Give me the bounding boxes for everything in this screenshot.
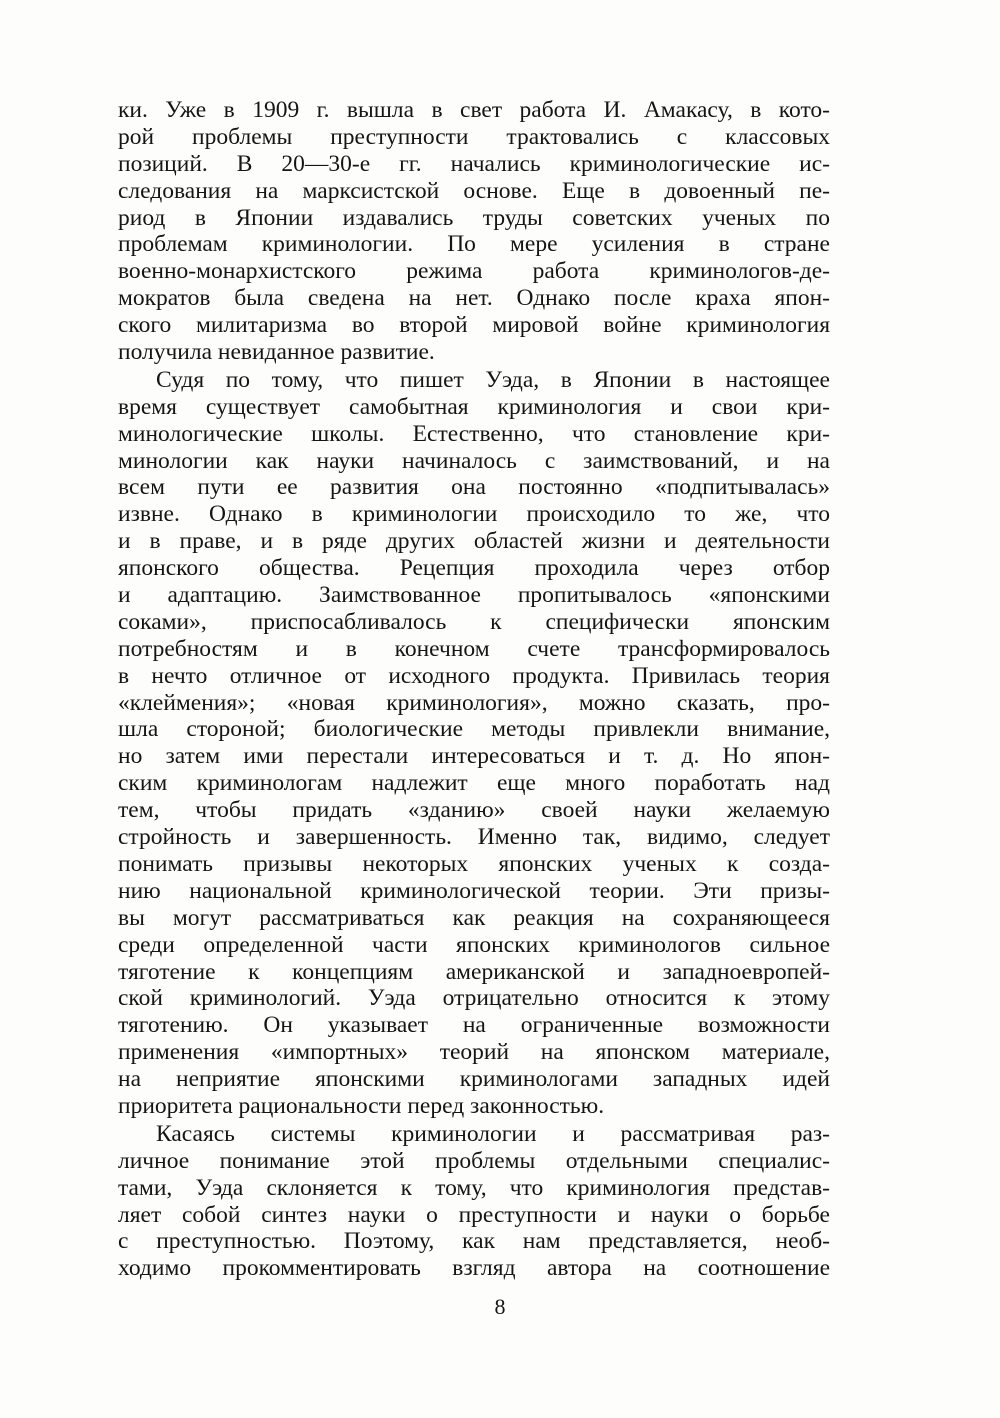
body-text bbox=[118, 97, 830, 1282]
text-line: и в праве, и в ряде других областей жизни и деятельности bbox=[118, 528, 830, 555]
text-line: рой проблемы преступности трактовались с классовых bbox=[118, 123, 830, 150]
text-line: минологии как науки начиналось с заимствований, и на bbox=[118, 447, 830, 474]
paragraph-3 bbox=[118, 1121, 830, 1282]
text-line: тяготению. Он указывает на ограниченные возможности bbox=[118, 1012, 830, 1039]
text-line: применения «импортных» теорий на японском материале, bbox=[118, 1039, 830, 1066]
text-line: мократов была сведена на нет. Однако после краха япон- bbox=[118, 285, 830, 312]
text-line: ского милитаризма во второй мировой войне криминология bbox=[118, 312, 830, 339]
text-line: приоритета рациональности перед законностью. bbox=[118, 1092, 605, 1119]
text-line: проблемам криминологии. По мере усиления в стране bbox=[118, 231, 830, 258]
text-line: среди определенной части японских криминологов сильное bbox=[118, 931, 830, 958]
text-line: тяготение к концепциям американской и западноевропей- bbox=[118, 958, 830, 985]
text-line: но затем ими перестали интересоваться и т. д. Но япон- bbox=[118, 743, 830, 770]
text-line: следования на марксистской основе. Еще в довоенный пе- bbox=[118, 177, 830, 204]
text-line: тем, чтобы придать «зданию» своей науки желаемую bbox=[118, 797, 830, 824]
text-line: Судя по тому, что пишет Уэда, в Японии в настоящее bbox=[156, 366, 830, 393]
text-line: ходимо прокомментировать взгляд автора на соотношение bbox=[118, 1255, 830, 1282]
text-line: всем пути ее развития она постоянно «подпитывалась» bbox=[118, 474, 830, 501]
text-line: нию национальной криминологической теории. Эти призы- bbox=[118, 877, 830, 904]
text-line: извне. Однако в криминологии происходило то же, что bbox=[118, 501, 830, 528]
text-line: шла стороной; биологические методы привлекли внимание, bbox=[118, 716, 830, 743]
text-line: стройность и завершенность. Именно так, видимо, следует bbox=[118, 824, 830, 851]
text-line: в нечто отличное от исходного продукта. Привилась теория bbox=[118, 662, 830, 689]
text-line: потребностям и в конечном счете трансформировалось bbox=[118, 635, 830, 662]
text-line: ской криминологий. Уэда отрицательно относится к этому bbox=[118, 985, 830, 1012]
text-line: получила невиданное развитие. bbox=[118, 339, 435, 366]
text-line: тами, Уэда склоняется к тому, что криминология представ- bbox=[118, 1174, 830, 1201]
text-line: ским криминологам надлежит еще много поработать над bbox=[118, 770, 830, 797]
text-line: соками», приспосабливалось к специфически японским bbox=[118, 608, 830, 635]
text-line: минологические школы. Естественно, что становление кри- bbox=[118, 420, 830, 447]
text-line: военно-монархистского режима работа криминологов-де- bbox=[118, 258, 830, 285]
text-line: Касаясь системы криминологии и рассматривая раз- bbox=[156, 1120, 830, 1147]
text-line: риод в Японии издавались труды советских ученых по bbox=[118, 204, 830, 231]
text-line: позиций. В 20—30-е гг. начались криминологические ис- bbox=[118, 150, 830, 177]
text-line: время существует самобытная криминология и свои кри- bbox=[118, 393, 830, 420]
text-line: ляет собой синтез науки о преступности и науки о борьбе bbox=[118, 1201, 830, 1228]
text-line: и адаптацию. Заимствованное пропитывалось «японскими bbox=[118, 582, 830, 609]
text-line: с преступностью. Поэтому, как нам представляется, необ- bbox=[118, 1228, 830, 1255]
text-line: вы могут рассматриваться как реакция на сохраняющееся bbox=[118, 904, 830, 931]
text-line: ки. Уже в 1909 г. вышла в свет работа И. Амакасу, в кото- bbox=[118, 97, 830, 123]
text-line: «клеймения»; «новая криминология», можно сказать, про- bbox=[118, 689, 830, 716]
text-line: понимать призывы некоторых японских ученых к созда- bbox=[118, 850, 830, 877]
paragraph-2 bbox=[118, 367, 830, 1120]
paragraph-1 bbox=[118, 97, 830, 366]
text-line: на неприятие японскими криминологами западных идей bbox=[118, 1066, 830, 1093]
text-line: личное понимание этой проблемы отдельными специалис- bbox=[118, 1147, 830, 1174]
text-line: японского общества. Рецепция проходила через отбор bbox=[118, 555, 830, 582]
page-number: 8 bbox=[494, 1294, 506, 1319]
